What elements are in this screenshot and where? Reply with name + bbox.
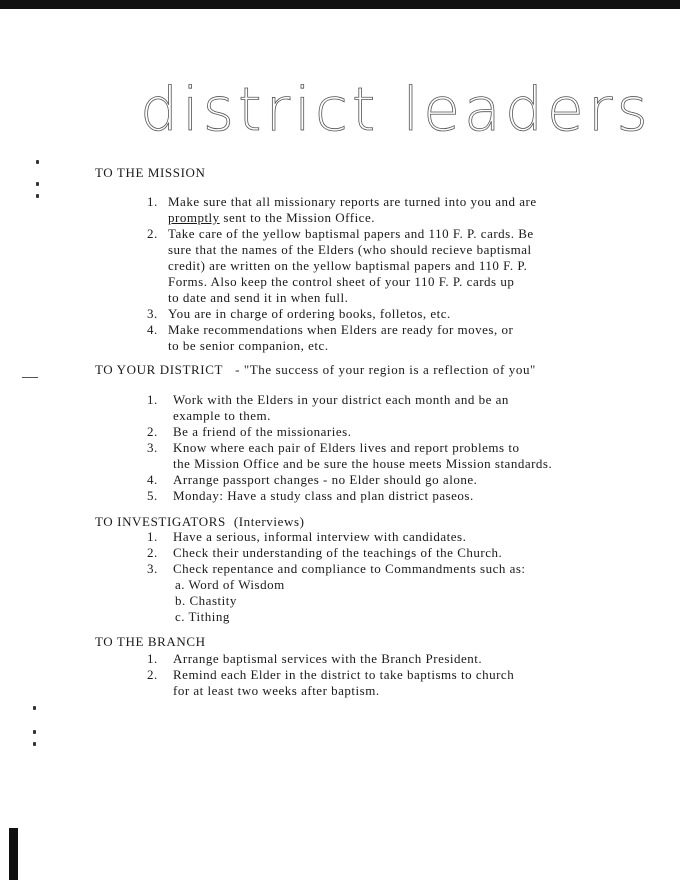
margin-mark [36, 194, 39, 198]
item-text: Monday: Have a study class and plan district paseos. [173, 488, 474, 503]
item-text: Take care of the yellow baptismal papers and 110 F. P. cards. Be sure that the names of the Elders (who should recieve baptismal credit) are written on the yellow baptismal papers and 110 F. P. Forms. Also keep the control sheet of your 110 F. P. cards up to date and send it in when full. [168, 226, 534, 305]
margin-mark [33, 730, 36, 734]
district-quote: - "The success of your region is a reflection of you" [235, 362, 536, 377]
list-item [147, 322, 627, 354]
item-number: 5. [147, 488, 158, 503]
margin-mark [36, 182, 39, 186]
top-border-bar [0, 0, 680, 9]
list-item [147, 194, 627, 226]
list-item [147, 488, 637, 504]
investigators-subheading: (Interviews) [233, 514, 305, 529]
item-text: Know where each pair of Elders lives and report problems to the Mission Office and be sure the house meets Mission standards. [173, 440, 553, 471]
item-number: 1. [147, 392, 158, 407]
margin-mark [22, 377, 38, 378]
list-item [147, 440, 637, 472]
district-list [147, 392, 637, 504]
item-number: 4. [147, 322, 158, 337]
item-text: Check repentance and compliance to Commandments such as: [173, 561, 526, 576]
mission-list [147, 194, 627, 354]
branch-list [147, 651, 627, 699]
left-edge-bar [9, 828, 18, 880]
underlined-word: promptly [168, 210, 220, 225]
item-text: Work with the Elders in your district each month and be an example to them. [173, 392, 509, 423]
margin-mark [33, 742, 36, 746]
section-heading-investigators: TO INVESTIGATORS (Interviews) [95, 514, 305, 529]
list-item [147, 392, 637, 424]
item-number: 2. [147, 226, 158, 241]
document-title: district leaders [140, 75, 652, 145]
list-item [147, 651, 627, 667]
item-number: 3. [147, 306, 158, 321]
list-item [147, 226, 627, 306]
item-number: 4. [147, 472, 158, 487]
margin-mark [33, 706, 36, 710]
item-text: Be a friend of the missionaries. [173, 424, 352, 439]
sub-list-item: b. Chastity [175, 593, 237, 608]
item-text: Check their understanding of the teachings of the Church. [173, 545, 503, 560]
item-text: Make recommendations when Elders are ready for moves, or to be senior companion, etc. [168, 322, 514, 353]
section-heading-branch: TO THE BRANCH [95, 634, 206, 649]
item-text: You are in charge of ordering books, folletos, etc. [168, 306, 451, 321]
item-text: Have a serious, informal interview with candidates. [173, 529, 467, 544]
item-number: 2. [147, 424, 158, 439]
list-item [147, 561, 627, 625]
investigators-list [147, 529, 627, 625]
item-text: Arrange baptismal services with the Branch President. [173, 651, 483, 666]
item-number: 3. [147, 440, 158, 455]
list-item [147, 424, 637, 440]
list-item [147, 545, 627, 561]
sub-list-item: a. Word of Wisdom [175, 577, 285, 592]
item-number: 2. [147, 545, 158, 560]
item-number: 1. [147, 651, 158, 666]
item-text: Remind each Elder in the district to take baptisms to church for at least two weeks after baptism. [173, 667, 515, 698]
list-item [147, 529, 627, 545]
margin-mark [36, 160, 39, 164]
item-number: 2. [147, 667, 158, 682]
item-text: Make sure that all missionary reports are turned into you and are promptly sent to the Mission Office. [168, 194, 537, 225]
item-number: 1. [147, 529, 158, 544]
item-number: 1. [147, 194, 158, 209]
item-text: Arrange passport changes - no Elder should go alone. [173, 472, 478, 487]
section-heading-district: TO YOUR DISTRICT - "The success of your region is a reflection of you" [95, 362, 536, 377]
section-heading-mission: TO THE MISSION [95, 165, 206, 180]
commandments-sublist [175, 577, 627, 625]
list-item [147, 472, 637, 488]
item-number: 3. [147, 561, 158, 576]
sub-list-item: c. Tithing [175, 609, 230, 624]
list-item [147, 306, 627, 322]
list-item [147, 667, 627, 699]
